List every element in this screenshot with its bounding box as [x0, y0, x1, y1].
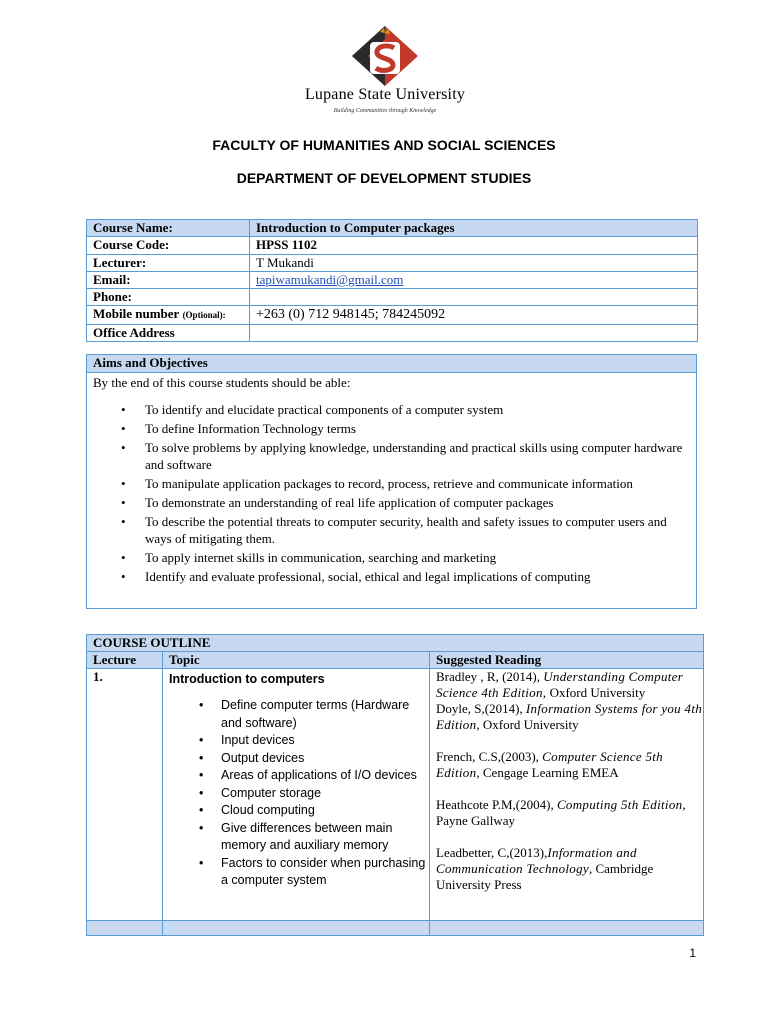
course-code-label: Course Code: [87, 237, 250, 255]
university-logo [304, 24, 466, 120]
objective-item: • To solve problems by applying knowledge, understanding and practical skills using computer hardware and software [145, 439, 696, 473]
subtopic-item: • Computer storage [221, 785, 429, 803]
subtopic-item: • Factors to consider when purchasing a computer system [221, 855, 429, 890]
office-label: Office Address [87, 325, 250, 342]
course-name-label: Course Name: [87, 220, 250, 237]
phone-label: Phone: [87, 289, 250, 306]
objective-item: • Identify and evaluate professional, social, ethical and legal implications of computing [145, 568, 696, 585]
office-value [250, 325, 698, 342]
mobile-row [87, 306, 698, 325]
email-label: Email: [87, 272, 250, 289]
department-heading: DEPARTMENT OF DEVELOPMENT STUDIES [236, 170, 532, 186]
objective-item: • To describe the potential threats to computer security, health and safety issues to computer users and ways of mitigating them. [145, 513, 696, 547]
aims-title: Aims and Objectives [87, 355, 697, 373]
outline-title: COURSE OUTLINE [87, 635, 704, 652]
subtopic-item: • Cloud computing [221, 802, 429, 820]
course-name-value: Introduction to Computer packages [250, 220, 698, 237]
table-row [87, 921, 704, 936]
phone-value [250, 289, 698, 306]
lecturer-value: T Mukandi [250, 255, 698, 272]
lecturer-row [87, 255, 698, 272]
lecture-number: 1. [87, 669, 163, 921]
course-code-value: HPSS 1102 [250, 237, 698, 255]
subtopic-list [169, 697, 429, 890]
objective-item: • To apply internet skills in communication, searching and marketing [145, 549, 696, 566]
mobile-value: +263 (0) 712 948145; 784245092 [250, 306, 698, 325]
suggested-reading [430, 669, 704, 921]
aims-table [86, 354, 697, 609]
topic-title: Introduction to computers [169, 672, 325, 686]
subtopic-item: • Give differences between main memory and auxiliary memory [221, 820, 429, 855]
reading-2: Doyle, S,(2014), Information Systems for you 4th Edition, Oxford University [436, 701, 703, 732]
email-link[interactable]: tapiwamukandi@gmail.com [256, 272, 404, 287]
faculty-heading: FACULTY OF HUMANITIES AND SOCIAL SCIENCES [212, 137, 556, 153]
table-row [87, 669, 704, 921]
phone-row [87, 289, 698, 306]
course-name-row [87, 220, 698, 237]
col-lecture-header: Lecture [87, 652, 163, 669]
objectives-list [93, 401, 696, 585]
objective-item: • To define Information Technology terms [145, 420, 696, 437]
office-row [87, 325, 698, 342]
course-code-row [87, 237, 698, 255]
page-number: 1 [689, 946, 696, 960]
objective-item: • To demonstrate an understanding of real life application of computer packages [145, 494, 696, 511]
reading-1: Bradley , R, (2014), Understanding Computer Science 4th Edition, Oxford University [436, 669, 684, 700]
col-reading-header: Suggested Reading [430, 652, 704, 669]
university-crest-icon [330, 24, 440, 88]
subtopic-item: • Input devices [221, 732, 429, 750]
col-topic-header: Topic [163, 652, 430, 669]
course-outline-table [86, 634, 704, 936]
objective-item: • To identify and elucidate practical components of a computer system [145, 401, 696, 418]
university-motto: Building Communities through Knowledge [333, 108, 437, 114]
lecturer-label: Lecturer: [87, 255, 250, 272]
subtopic-item: • Output devices [221, 750, 429, 768]
reading-4: Heathcote P.M,(2004), Computing 5th Edition, Payne Gallway [436, 797, 686, 828]
mobile-optional-label: (Optional): [182, 310, 226, 320]
mobile-label: Mobile number [93, 306, 180, 321]
university-name: Lupane State University [304, 86, 466, 103]
subtopic-item: • Areas of applications of I/O devices [221, 767, 429, 785]
objective-item: • To manipulate application packages to record, process, retrieve and communicate information [145, 475, 696, 492]
aims-intro: By the end of this course students should be able: [93, 375, 351, 390]
reading-3: French, C.S,(2003), Computer Science 5th Edition, Cengage Learning EMEA [436, 749, 663, 780]
email-row [87, 272, 698, 289]
subtopic-item: • Define computer terms (Hardware and software) [221, 697, 429, 732]
reading-5: Leadbetter, C,(2013),Information and Communication Technology, Cambridge University Press [436, 845, 654, 892]
course-info-table [86, 219, 698, 342]
